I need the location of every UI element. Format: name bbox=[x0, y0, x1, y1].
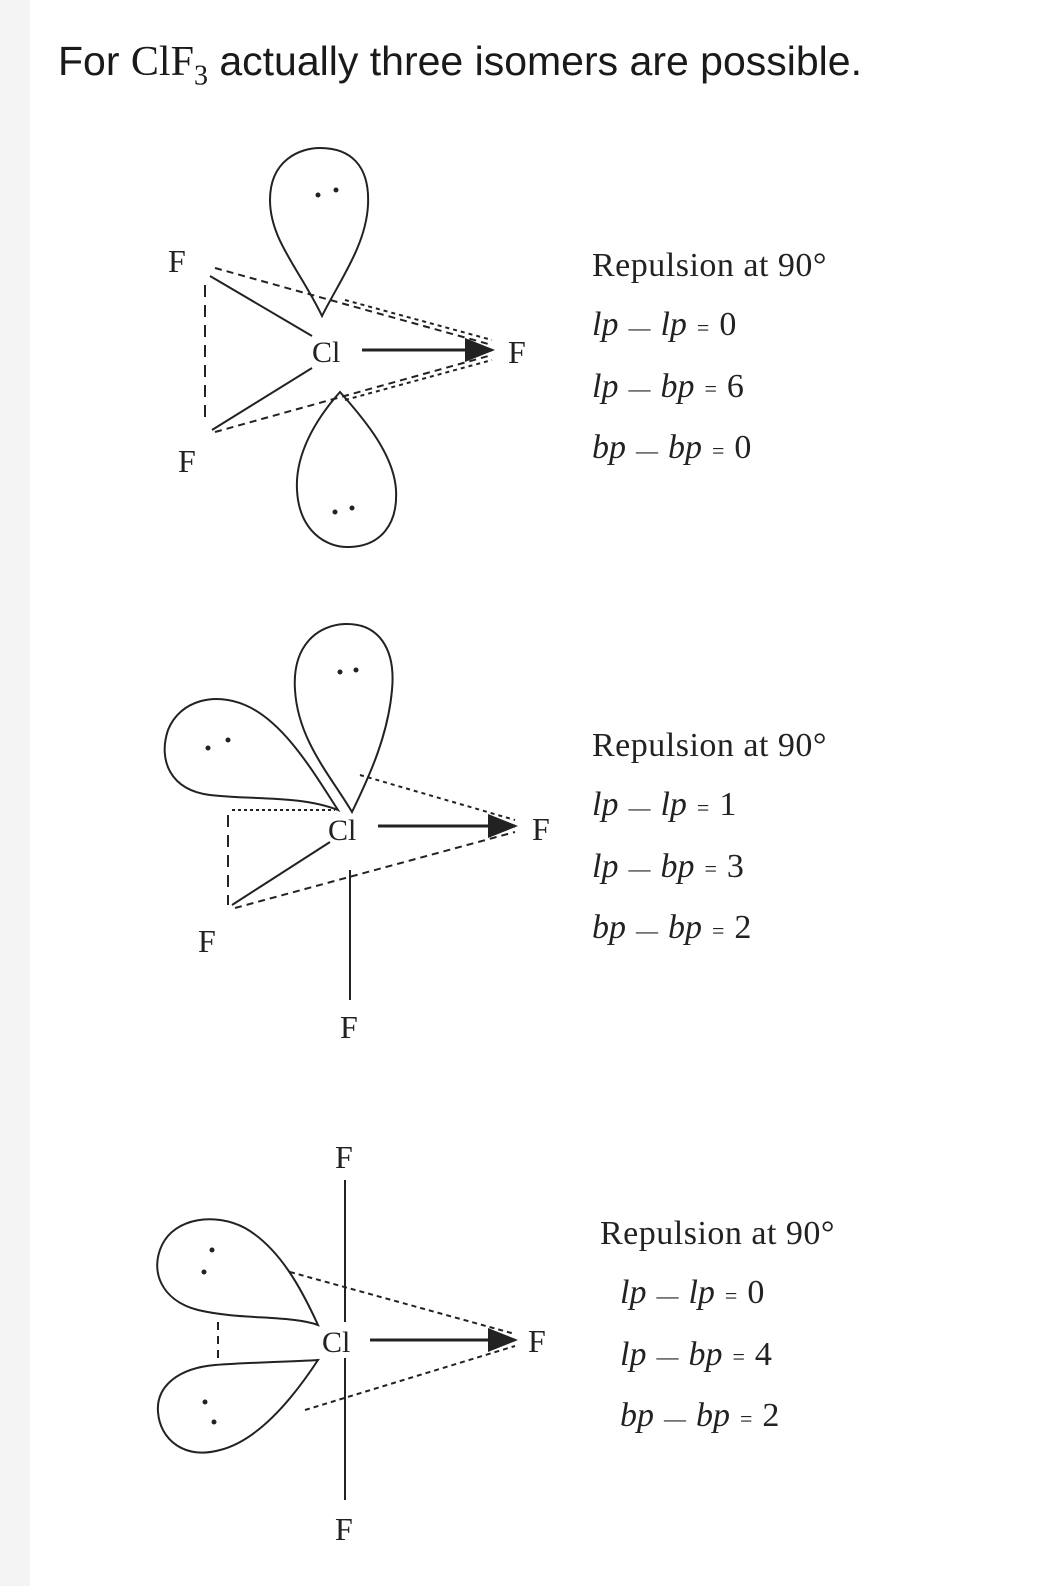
isomer-1-bond-cl-f-top bbox=[210, 276, 312, 336]
isomer-1-atom-f-bottom: F bbox=[178, 443, 196, 479]
isomer-1-dash-upper bbox=[345, 300, 492, 340]
pair-b: bp bbox=[696, 1397, 730, 1435]
isomer-1-lone-pair-bottom-dot-1 bbox=[333, 510, 338, 515]
isomer-3-lone-pair-upper-dot-1 bbox=[202, 1270, 207, 1275]
isomer-1-lone-pair-bottom bbox=[297, 392, 396, 547]
isomer-1-bond-cl-f-bottom bbox=[212, 368, 312, 430]
repulsion-count: 0 bbox=[747, 1274, 765, 1311]
isomer-1-atom-f-right: F bbox=[508, 334, 526, 370]
isomer-3-repulsion-row: bp — bp = 2 bbox=[620, 1397, 780, 1435]
repulsion-count: 2 bbox=[734, 909, 752, 947]
isomer-2-atom-f-left: F bbox=[198, 923, 216, 959]
pair-b: bp bbox=[668, 909, 702, 947]
pair-b: lp bbox=[660, 786, 687, 823]
isomer-2-lone-pair-top bbox=[295, 624, 393, 812]
pair-b: bp bbox=[688, 1335, 723, 1373]
isomer-1-dash-top bbox=[215, 268, 492, 345]
isomer-2-lone-pair-left-dot-1 bbox=[206, 746, 211, 751]
pair-a: bp bbox=[592, 909, 626, 947]
repulsion-count: 1 bbox=[719, 786, 737, 823]
pair-b: bp bbox=[660, 847, 695, 885]
formula-main: ClF bbox=[130, 39, 194, 85]
pair-b: bp bbox=[660, 367, 695, 405]
isomer-3-atom-f-top: F bbox=[335, 1139, 353, 1175]
isomer-3-atom-cl: Cl bbox=[322, 1326, 351, 1359]
isomer-3-repulsion-title: Repulsion at 90° bbox=[600, 1215, 836, 1252]
isomer-1-repulsion-title: Repulsion at 90° bbox=[592, 247, 828, 284]
isomer-3-repulsion bbox=[600, 1204, 835, 1448]
isomer-1-lone-pair-top bbox=[270, 148, 368, 316]
isomer-2-atom-f-bottom: F bbox=[340, 1009, 358, 1045]
repulsion-count: 6 bbox=[726, 367, 744, 405]
isomer-1-atom-f-top: F bbox=[168, 243, 186, 279]
isomer-2-lone-pair-left bbox=[165, 699, 338, 810]
isomer-1-repulsion bbox=[592, 236, 827, 480]
pair-a: lp bbox=[592, 847, 619, 885]
heading-prefix: For bbox=[58, 38, 120, 84]
pair-a: lp bbox=[592, 786, 619, 823]
isomer-2-atom-cl: Cl bbox=[328, 814, 357, 847]
repulsion-count: 3 bbox=[726, 847, 744, 885]
pair-a: lp bbox=[592, 367, 619, 405]
pair-b: bp bbox=[668, 429, 702, 467]
heading-suffix: actually three isomers are possible. bbox=[219, 38, 862, 84]
isomer-1-repulsion-row: lp — bp = 6 bbox=[592, 367, 744, 405]
isomer-1-lone-pair-top-dot-2 bbox=[334, 188, 339, 193]
isomer-2-repulsion-row: bp — bp = 2 bbox=[592, 909, 752, 947]
isomer-2-repulsion-title: Repulsion at 90° bbox=[592, 727, 828, 764]
repulsion-count: 2 bbox=[762, 1397, 780, 1435]
pair-a: lp bbox=[620, 1274, 647, 1311]
isomer-2-lone-pair-top-dot-1 bbox=[338, 670, 343, 675]
isomer-1-diagram bbox=[205, 148, 492, 547]
isomer-2-lone-pair-top-dot-2 bbox=[354, 668, 359, 673]
pair-a: bp bbox=[620, 1397, 654, 1435]
pair-a: lp bbox=[592, 306, 619, 343]
pair-a: lp bbox=[620, 1335, 647, 1373]
isomer-3-atom-f-bottom: F bbox=[335, 1511, 353, 1547]
isomer-2-lone-pair-left-dot-2 bbox=[226, 738, 231, 743]
isomer-3-repulsion-row: lp — bp = 4 bbox=[620, 1335, 772, 1373]
repulsion-count: 4 bbox=[754, 1335, 772, 1373]
isomer-1-repulsion-row: lp — lp = 0 bbox=[592, 306, 737, 343]
isomer-1-atom-cl: Cl bbox=[312, 336, 341, 369]
isomer-1-lone-pair-top-dot-1 bbox=[316, 193, 321, 198]
isomer-1-dash-lower bbox=[345, 360, 492, 400]
pair-b: lp bbox=[688, 1274, 715, 1311]
isomer-2-repulsion-row: lp — bp = 3 bbox=[592, 847, 744, 885]
isomer-3-lone-pair-lower-dot-2 bbox=[212, 1420, 217, 1425]
isomer-3-lone-pair-lower-dot-1 bbox=[203, 1400, 208, 1405]
isomer-3-repulsion-row: lp — lp = 0 bbox=[620, 1274, 765, 1311]
isomer-3-lone-pair-lower bbox=[158, 1360, 318, 1453]
isomer-2-bond-cl-f-left bbox=[232, 842, 330, 905]
isomer-2-diagram bbox=[165, 624, 515, 1000]
isomer-2-repulsion-row: lp — lp = 1 bbox=[592, 786, 737, 823]
repulsion-count: 0 bbox=[734, 429, 752, 467]
pair-a: bp bbox=[592, 429, 626, 467]
isomer-2-dash-lower bbox=[235, 832, 515, 908]
isomer-1-lone-pair-bottom-dot-2 bbox=[350, 506, 355, 511]
isomer-3-dash-upper bbox=[290, 1272, 515, 1334]
repulsion-count: 0 bbox=[719, 306, 737, 343]
isomer-2-repulsion bbox=[592, 716, 827, 960]
isomer-3-atom-f-right: F bbox=[528, 1323, 546, 1359]
isomer-2-dash-upper bbox=[360, 775, 515, 820]
isomer-1-repulsion-row: bp — bp = 0 bbox=[592, 429, 752, 467]
isomer-1-dash-bottom bbox=[215, 355, 492, 432]
isomer-3-lone-pair-upper-dot-2 bbox=[210, 1248, 215, 1253]
formula-subscript: 3 bbox=[193, 60, 208, 92]
isomer-2-atom-f-right: F bbox=[532, 811, 550, 847]
pair-b: lp bbox=[660, 306, 687, 343]
